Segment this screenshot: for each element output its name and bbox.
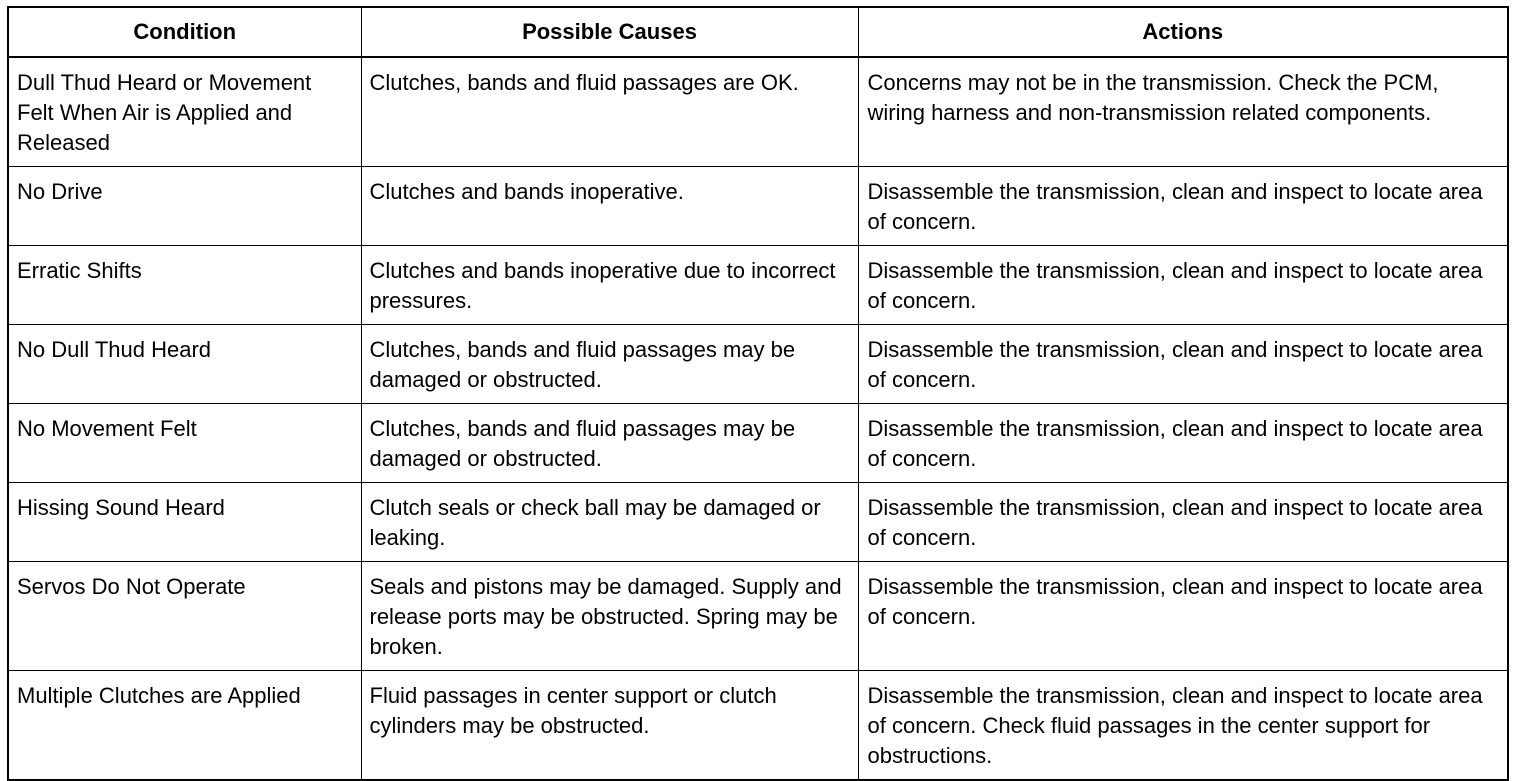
actions-cell: Disassemble the transmission, clean and inspect to locate area of concern. — [858, 562, 1508, 671]
causes-cell: Clutches, bands and fluid passages are OK. — [361, 57, 858, 167]
actions-cell: Concerns may not be in the transmission. Check the PCM, wiring harness and non-transmission related components. — [858, 57, 1508, 167]
actions-cell: Disassemble the transmission, clean and inspect to locate area of concern. — [858, 325, 1508, 404]
actions-cell: Disassemble the transmission, clean and inspect to locate area of concern. Check fluid passages in the center support for obstructions. — [858, 671, 1508, 781]
header-possible-causes: Possible Causes — [361, 7, 858, 57]
header-actions: Actions — [858, 7, 1508, 57]
actions-cell: Disassemble the transmission, clean and inspect to locate area of concern. — [858, 167, 1508, 246]
header-condition: Condition — [8, 7, 361, 57]
table-row — [8, 483, 1508, 562]
causes-cell: Clutches, bands and fluid passages may be damaged or obstructed. — [361, 325, 858, 404]
causes-cell: Clutches and bands inoperative due to incorrect pressures. — [361, 246, 858, 325]
causes-cell: Fluid passages in center support or clutch cylinders may be obstructed. — [361, 671, 858, 781]
table-row — [8, 57, 1508, 167]
condition-cell: Dull Thud Heard or Movement Felt When Air is Applied and Released — [8, 57, 361, 167]
table-header-row — [8, 7, 1508, 57]
table-row — [8, 404, 1508, 483]
causes-cell: Clutches, bands and fluid passages may be damaged or obstructed. — [361, 404, 858, 483]
table-row — [8, 246, 1508, 325]
table-row — [8, 325, 1508, 404]
condition-cell: No Drive — [8, 167, 361, 246]
diagnosis-table — [7, 6, 1509, 781]
condition-cell: Servos Do Not Operate — [8, 562, 361, 671]
table-row — [8, 562, 1508, 671]
condition-cell: Multiple Clutches are Applied — [8, 671, 361, 781]
condition-cell: Erratic Shifts — [8, 246, 361, 325]
condition-cell: No Dull Thud Heard — [8, 325, 361, 404]
causes-cell: Seals and pistons may be damaged. Supply and release ports may be obstructed. Spring may be broken. — [361, 562, 858, 671]
condition-cell: Hissing Sound Heard — [8, 483, 361, 562]
causes-cell: Clutches and bands inoperative. — [361, 167, 858, 246]
actions-cell: Disassemble the transmission, clean and inspect to locate area of concern. — [858, 246, 1508, 325]
actions-cell: Disassemble the transmission, clean and inspect to locate area of concern. — [858, 483, 1508, 562]
condition-cell: No Movement Felt — [8, 404, 361, 483]
causes-cell: Clutch seals or check ball may be damaged or leaking. — [361, 483, 858, 562]
table-row — [8, 671, 1508, 781]
actions-cell: Disassemble the transmission, clean and inspect to locate area of concern. — [858, 404, 1508, 483]
table-row — [8, 167, 1508, 246]
